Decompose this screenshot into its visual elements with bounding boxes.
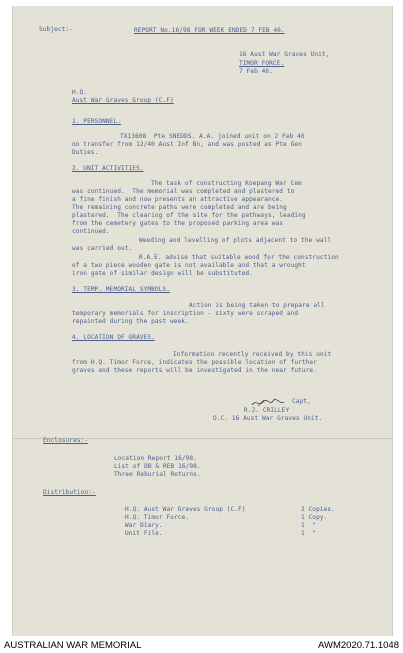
distribution-recipient: War Diary. <box>125 522 163 529</box>
unit-name: 16 Aust War Graves Unit, <box>239 51 330 58</box>
distribution-copies: 1 " <box>301 530 317 537</box>
paragraph-line: graves and these reports will be investigated in the near future. <box>72 367 317 374</box>
subject-text: REPORT No.16/98 FOR WEEK ENDED 7 FEB 46. <box>134 27 285 34</box>
signature-title: O.C. 16 Aust War Graves Unit. <box>213 415 323 422</box>
paragraph-line: a fine finish and now presents an attractive appearance. <box>72 196 284 203</box>
paragraph-line: iron gate of similar design will be substituted. <box>72 270 253 277</box>
section-heading-temp-memorial: 3. TEMP. MEMORIAL SYMBOLS. <box>72 286 170 293</box>
subject-label: Subject:- <box>39 26 73 33</box>
paragraph-line: Information recently received by this unit <box>173 351 332 358</box>
paragraph-line: plastered. The clearing of the site for the pathways, leading <box>72 212 306 219</box>
paragraph-line: Action is being taken to prepare all <box>189 302 325 309</box>
distribution-recipient: Unit File. <box>125 530 163 537</box>
paragraph-line: TX13608 Pte SNEDDS. A.A. joined unit on 2 Feb 46 <box>120 133 305 140</box>
footer-accession-number: AWM2020.71.1048 <box>318 640 399 651</box>
addressee-hq: H.Q. <box>72 89 88 96</box>
paragraph-line: repainted during the past week. <box>72 318 189 325</box>
footer-institution: AUSTRALIAN WAR MEMORIAL <box>4 640 142 651</box>
addressee-group: Aust War Graves Group (C.F) <box>72 97 174 104</box>
document-page <box>12 6 393 636</box>
distribution-copies: 1 Copy. <box>301 514 328 521</box>
paragraph-line: Duties. <box>72 149 99 156</box>
enclosure-item: List of DB & REB 16/98. <box>114 463 201 470</box>
distribution-copies: 2 Copies. <box>301 506 335 513</box>
enclosure-item: Location Report 16/98. <box>114 455 197 462</box>
paragraph-line: temporary memorials for inscription - sixty were scraped and <box>72 310 299 317</box>
paragraph-line: of a two piece wooden gate is not available and that a wrought <box>72 262 306 269</box>
paragraph-line: was continued. The memorial was completed and plastered to <box>72 188 295 195</box>
section-heading-unit-activities: 2. UNIT ACTIVITIES. <box>72 165 144 172</box>
force-name: TIMOR FORCE. <box>239 60 285 67</box>
distribution-recipient: H.Q. Aust War Graves Group (C.F) <box>125 506 246 513</box>
enclosures-heading: Enclosures:- <box>43 437 89 444</box>
paragraph-line: on transfer from 12/40 Aust Inf Bn, and was posted as Pte Gen <box>72 141 302 148</box>
distribution-recipient: H.Q. Timor Force. <box>125 514 190 521</box>
signature-rank: Capt, <box>292 398 311 405</box>
distribution-copies: 1 " <box>301 522 317 529</box>
paragraph-line: The remaining concrete paths were completed and are being <box>72 204 287 211</box>
distribution-heading: Distribution:- <box>43 489 96 496</box>
paragraph-line: continued. <box>72 228 110 235</box>
paragraph-line: from H.Q. Timor Force, indicates the possible location of further <box>72 359 317 366</box>
section-heading-personnel: 1. PERSONNEL. <box>72 118 121 125</box>
paragraph-line: R.A.E. advise that suitable wood for the construction <box>139 254 339 261</box>
report-date: 7 Feb 46. <box>239 68 273 75</box>
signature-name: R.J. CRILLEY <box>244 407 290 414</box>
enclosure-item: Three Reburial Returns. <box>114 471 201 478</box>
paragraph-line: The task of constructing Koepang War Cem <box>151 180 302 187</box>
section-heading-location-of-graves: 4. LOCATION OF GRAVES. <box>72 334 155 341</box>
paragraph-line: was carried out. <box>72 245 133 252</box>
archive-footer <box>0 637 403 653</box>
paragraph-line: Weeding and levelling of plots adjacent to the wall <box>139 237 332 244</box>
paragraph-line: from the cemetery gates to the proposed parking area was <box>72 220 284 227</box>
